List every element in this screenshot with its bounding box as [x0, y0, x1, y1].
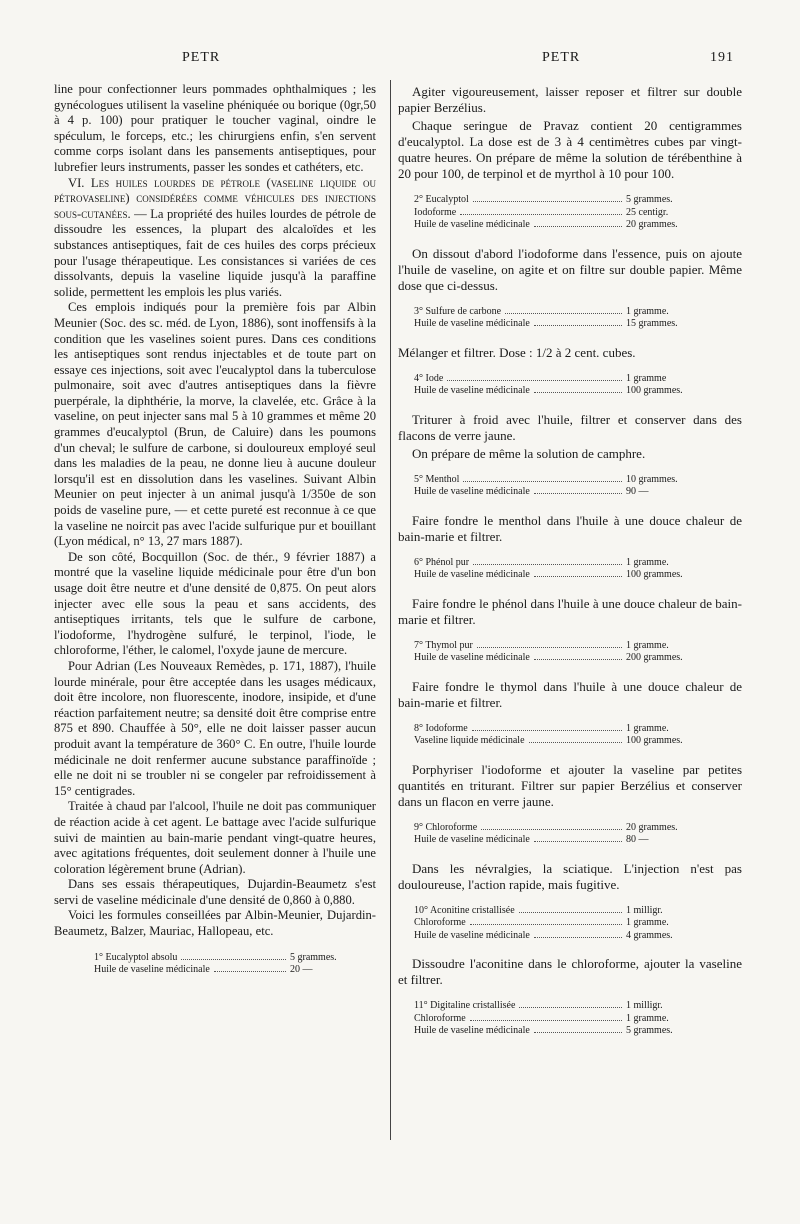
- ingredient-quantity: 90 —: [626, 486, 649, 497]
- ingredient-quantity: 20 —: [290, 964, 313, 976]
- ingredient-name: Huile de vaseline médicinale: [414, 219, 530, 230]
- formula-line: [414, 557, 712, 570]
- formula-2: [414, 194, 712, 232]
- paragraph: Dissoudre l'aconitine dans le chloroforme, ajouter la vaseline et filtrer.: [398, 956, 742, 987]
- paragraph: Porphyriser l'iodoforme et ajouter la vaseline par petites quantités en triturant. Filtrer sur papier Berzélius et conserver dans un flacon en verre jaune.: [398, 761, 742, 809]
- ingredient-name: 4° Iode: [414, 372, 444, 384]
- leader-dots: [529, 742, 622, 743]
- formula-line: [414, 735, 712, 748]
- paragraph: On prépare de même la solution de camphre.: [412, 445, 646, 461]
- formula-line: [414, 318, 712, 331]
- ingredient-quantity: 5 grammes.: [290, 951, 337, 963]
- formula-line: [414, 194, 712, 207]
- ingredient-quantity: 15 grammes.: [626, 318, 678, 329]
- ingredient-name: 3° Sulfure de carbone: [414, 305, 502, 317]
- ingredient-quantity: 100 grammes.: [626, 569, 683, 580]
- formula-line: [414, 917, 712, 930]
- section-body: — La propriété des huiles lourdes de pétrole de dissoudre les essences, la plupart des alcaloïdes et les substances antiseptiques, fait de ces huiles des corps précieux pour l'usage thérapeutique. Les consistances si variées de ces dissolvants, depuis la vaseline liquide jusqu'à la paraffine solide, permettent les emplois les plus variés.: [54, 206, 376, 299]
- ingredient-quantity: 1 milligr.: [626, 1000, 663, 1011]
- ingredient-name: Huile de vaseline médicinale: [414, 652, 530, 663]
- leader-dots: [505, 313, 622, 314]
- formula-4: [414, 373, 712, 398]
- ingredient-quantity: 5 grammes.: [626, 1025, 673, 1036]
- ingredient-name: Iodoforme: [414, 206, 457, 218]
- paragraph: Voici les formules conseillées par Albin-Meunier, Dujardin-Beaumetz, Balzer, Mauriac, Hallopeau, etc.: [54, 908, 376, 939]
- formula-line: [414, 1013, 712, 1026]
- formula-line: [414, 905, 712, 918]
- ingredient-name: Huile de vaseline médicinale: [414, 929, 530, 941]
- formula-line: [414, 834, 712, 847]
- ingredient-quantity: 5 grammes.: [626, 194, 673, 205]
- leader-dots: [534, 325, 622, 326]
- paragraph: Mélanger et filtrer. Dose : 1/2 à 2 cent. cubes.: [398, 344, 636, 360]
- leader-dots: [472, 730, 622, 731]
- formula-line: [414, 723, 712, 736]
- paragraph: Traitée à chaud par l'alcool, l'huile ne doit pas communiquer de réaction acide à cet agent. Le battage avec l'acide sulfurique suivi de maintien au bain-marie pendant vingt-quatre heures, avec agitations fréquentes, doit seulement donner à l'huile une coloration légèrement brune (Adrian).: [54, 799, 376, 876]
- left-running-head: PETR: [182, 50, 221, 65]
- running-header: [0, 50, 800, 74]
- formula-line: [414, 569, 712, 582]
- leader-dots: [519, 912, 622, 913]
- right-column: [398, 82, 742, 1052]
- leader-dots: [534, 1032, 622, 1033]
- ingredient-quantity: 10 grammes.: [626, 473, 678, 485]
- ingredient-quantity: 20 grammes.: [626, 821, 678, 833]
- leader-dots: [473, 201, 622, 202]
- paragraph: Pour Adrian (Les Nouveaux Remèdes, p. 171, 1887), l'huile lourde minérale, pour être acceptée dans les usages médicaux, doit être incolore, non fluorescente, inodore, insipide, et d'une réaction parfaitement neutre; sa densité doit être comprise entre 875 et 890. Chauffée à 50°, elle ne doit laisser passer aucun produit avant la température de 360° C. En outre, l'huile lourde médicinale ne doit renfermer aucune substance paraffinoïde ; elle ne doit ni se troubler ni se congeler par refroidissement à 15° centigrades.: [54, 658, 376, 798]
- ingredient-quantity: 1 gramme.: [626, 556, 669, 568]
- formula-6: [414, 557, 712, 582]
- ingredient-name: Huile de vaseline médicinale: [414, 385, 530, 396]
- ingredient-name: Huile de vaseline médicinale: [414, 1025, 530, 1036]
- leader-dots: [534, 576, 622, 577]
- ingredient-quantity: 1 gramme.: [626, 305, 669, 317]
- page-number: 191: [710, 50, 734, 65]
- ingredient-name: Chloroforme: [414, 917, 466, 928]
- formula-line: [414, 385, 712, 398]
- leader-dots: [181, 959, 286, 960]
- ingredient-quantity: 100 grammes.: [626, 385, 683, 396]
- leader-dots: [214, 971, 286, 972]
- formula-line: [414, 373, 712, 386]
- leader-dots: [447, 380, 622, 381]
- ingredient-quantity: 1 gramme.: [626, 639, 669, 651]
- formula-line: [414, 474, 712, 487]
- leader-dots: [481, 829, 622, 830]
- ingredient-name: Huile de vaseline médicinale: [94, 964, 210, 976]
- formula-line: [94, 952, 376, 965]
- ingredient-quantity: 25 centigr.: [626, 206, 669, 218]
- formula-line: [414, 207, 712, 220]
- ingredient-name: Vaseline liquide médicinale: [414, 735, 525, 746]
- formula-line: [414, 1000, 712, 1013]
- leader-dots: [519, 1007, 622, 1008]
- ingredient-name: 7° Thymol pur: [414, 639, 473, 651]
- paragraph: Dans les névralgies, la sciatique. L'injection n'est pas douloureuse, l'action rapide, mais fugitive.: [398, 860, 742, 892]
- formula-line: [414, 652, 712, 665]
- ingredient-name: Huile de vaseline médicinale: [414, 834, 530, 845]
- right-running-head: PETR: [542, 50, 581, 65]
- formula-8: [414, 723, 712, 748]
- leader-dots: [534, 493, 622, 494]
- leader-dots: [477, 647, 622, 648]
- left-column: [54, 82, 376, 991]
- formula-line: [414, 219, 712, 232]
- ingredient-name: Huile de vaseline médicinale: [414, 318, 530, 329]
- paragraph: Triturer à froid avec l'huile, filtrer et conserver dans des flacons de verre jaune.: [398, 411, 742, 443]
- ingredient-quantity: 4 grammes.: [626, 929, 673, 941]
- ingredient-quantity: 1 gramme.: [626, 917, 669, 928]
- column-divider: [390, 80, 391, 1140]
- ingredient-name: 1° Eucalyptol absolu: [94, 951, 178, 963]
- paragraph: De son côté, Bocquillon (Soc. de thér., 9 février 1887) a montré que la vaseline liquide médicinale pour être d'un bon usage doit être neutre et d'une densité de 0,875. On peut alors injecter avec elle sous la peau et sans accidents, des antiseptiques irritants, tels que le sulfure de carbone, l'iodoforme, l'hydrogène sulfuré, le terpinol, l'iode, le chloroforme, l'éther, le calomel, l'oxyde jaune de mercure.: [54, 549, 376, 658]
- section-paragraph: [54, 176, 376, 301]
- formula-3: [414, 306, 712, 331]
- ingredient-quantity: 1 gramme: [626, 372, 667, 384]
- ingredient-name: 6° Phénol pur: [414, 556, 470, 568]
- paragraph: Agiter vigoureusement, laisser reposer et filtrer sur double papier Berzélius.: [398, 84, 742, 115]
- ingredient-name: Huile de vaseline médicinale: [414, 569, 530, 580]
- paragraph: Chaque seringue de Pravaz contient 20 centigrammes d'eucalyptol. La dose est de 3 à 4 centimètres cubes par vingt-quatre heures. On prépare de même la solution de térébenthine à 20 pour 100, de terpinol et de myrthol à 10 pour 100.: [398, 118, 742, 181]
- formula-11: [414, 1000, 712, 1038]
- leader-dots: [470, 1020, 622, 1021]
- ingredient-quantity: 20 grammes.: [626, 219, 678, 230]
- formula-9: [414, 822, 712, 847]
- section-heading: VI. Les huiles lourdes de pétrole (vaseline liquide ou pétrovaseline) considérées comme véhicules des injections sous-cutanées.: [54, 175, 376, 221]
- formula-line: [414, 1025, 712, 1038]
- formula-line: [414, 640, 712, 653]
- ingredient-quantity: 200 grammes.: [626, 652, 683, 663]
- leader-dots: [534, 392, 622, 393]
- ingredient-quantity: 1 gramme.: [626, 1012, 669, 1024]
- leader-dots: [534, 937, 622, 938]
- leader-dots: [534, 659, 622, 660]
- ingredient-name: Chloroforme: [414, 1012, 466, 1024]
- paragraph: Faire fondre le menthol dans l'huile à une douce chaleur de bain-marie et filtrer.: [398, 512, 742, 544]
- ingredient-quantity: 80 —: [626, 834, 649, 845]
- formula-5: [414, 474, 712, 499]
- paragraph: Faire fondre le thymol dans l'huile à une douce chaleur de bain-marie et filtrer.: [398, 678, 742, 710]
- ingredient-name: Huile de vaseline médicinale: [414, 486, 530, 497]
- formula-10: [414, 905, 712, 943]
- ingredient-name: 10° Aconitine cristallisée: [414, 904, 515, 916]
- ingredient-name: 8° Iodoforme: [414, 722, 468, 734]
- formula-line: [414, 822, 712, 835]
- ingredient-quantity: 1 milligr.: [626, 904, 663, 916]
- leader-dots: [473, 564, 622, 565]
- ingredient-name: 5° Menthol: [414, 473, 460, 485]
- formula-line: [414, 486, 712, 499]
- paragraph: Ces emplois indiqués pour la première fois par Albin Meunier (Soc. des sc. méd. de Lyon, 1886), sont inoffensifs à la condition que les vaselines soient pures. Dans ces conditions les antiseptiques sont rendus injectables et de toute part on essaye ces injections, soit avec l'eucalyptol dans la tuberculose pulmonaire, soit avec d'autres antiseptiques dans la fièvre puerpérale, la diphthérie, la morve, la clavelée, etc. Grâce à la vaseline, on peut injecter sans mal 5 à 10 grammes et même 20 grammes d'eucalyptol (Brun, de Caluire) dans les poumons d'un cheval; le sulfure de carbone, si douloureux employé seul dans les maladies de la peau, ne donne lieu à aucune douleur lorsqu'il est en dissolution dans les vaselines. Suivant Albin Meunier on peut injecter à un animal jusqu'à 1/350e de son poids de vaseline pure, — et cette pureté est reconnue à ce que la vaseline ne noircit pas avec l'acide sulfurique pur et bouillant (Lyon médical, n° 13, 27 mars 1887).: [54, 300, 376, 549]
- paragraph: On dissout d'abord l'iodoforme dans l'essence, puis on ajoute l'huile de vaseline, on agite et on filtre sur double papier. Même dose que ci-dessus.: [398, 245, 742, 293]
- leader-dots: [463, 481, 622, 482]
- leader-dots: [470, 924, 622, 925]
- leader-dots: [534, 226, 622, 227]
- ingredient-name: 11° Digitaline cristallisée: [414, 1000, 516, 1011]
- ingredient-name: 9° Chloroforme: [414, 821, 478, 833]
- paragraph: line pour confectionner leurs pommades ophthalmiques ; les gynécologues utilisent la vaseline phéniquée ou borique (0gr,50 à 4 p. 100) pour pratiquer le toucher vaginal, oindre le spéculum, le forceps, etc.; les chirurgiens enfin, s'en servent comme corps isolant dans les pansements antiseptiques, pour lubrefier leurs instruments, passer les sondes et cathéters, etc.: [54, 82, 376, 174]
- paragraph: Faire fondre le phénol dans l'huile à une douce chaleur de bain-marie et filtrer.: [398, 595, 742, 627]
- formula-line: [94, 964, 376, 977]
- ingredient-quantity: 1 gramme.: [626, 722, 669, 734]
- ingredient-quantity: 100 grammes.: [626, 735, 683, 746]
- formula-1: [94, 952, 376, 977]
- leader-dots: [460, 214, 622, 215]
- formula-7: [414, 640, 712, 665]
- ingredient-name: 2° Eucalyptol: [414, 194, 469, 205]
- leader-dots: [534, 841, 622, 842]
- formula-line: [414, 930, 712, 943]
- paragraph: Dans ses essais thérapeutiques, Dujardin-Beaumetz s'est servi de vaseline médicinale d'une densité de 0,860 à 0,880.: [54, 877, 376, 907]
- formula-line: [414, 306, 712, 319]
